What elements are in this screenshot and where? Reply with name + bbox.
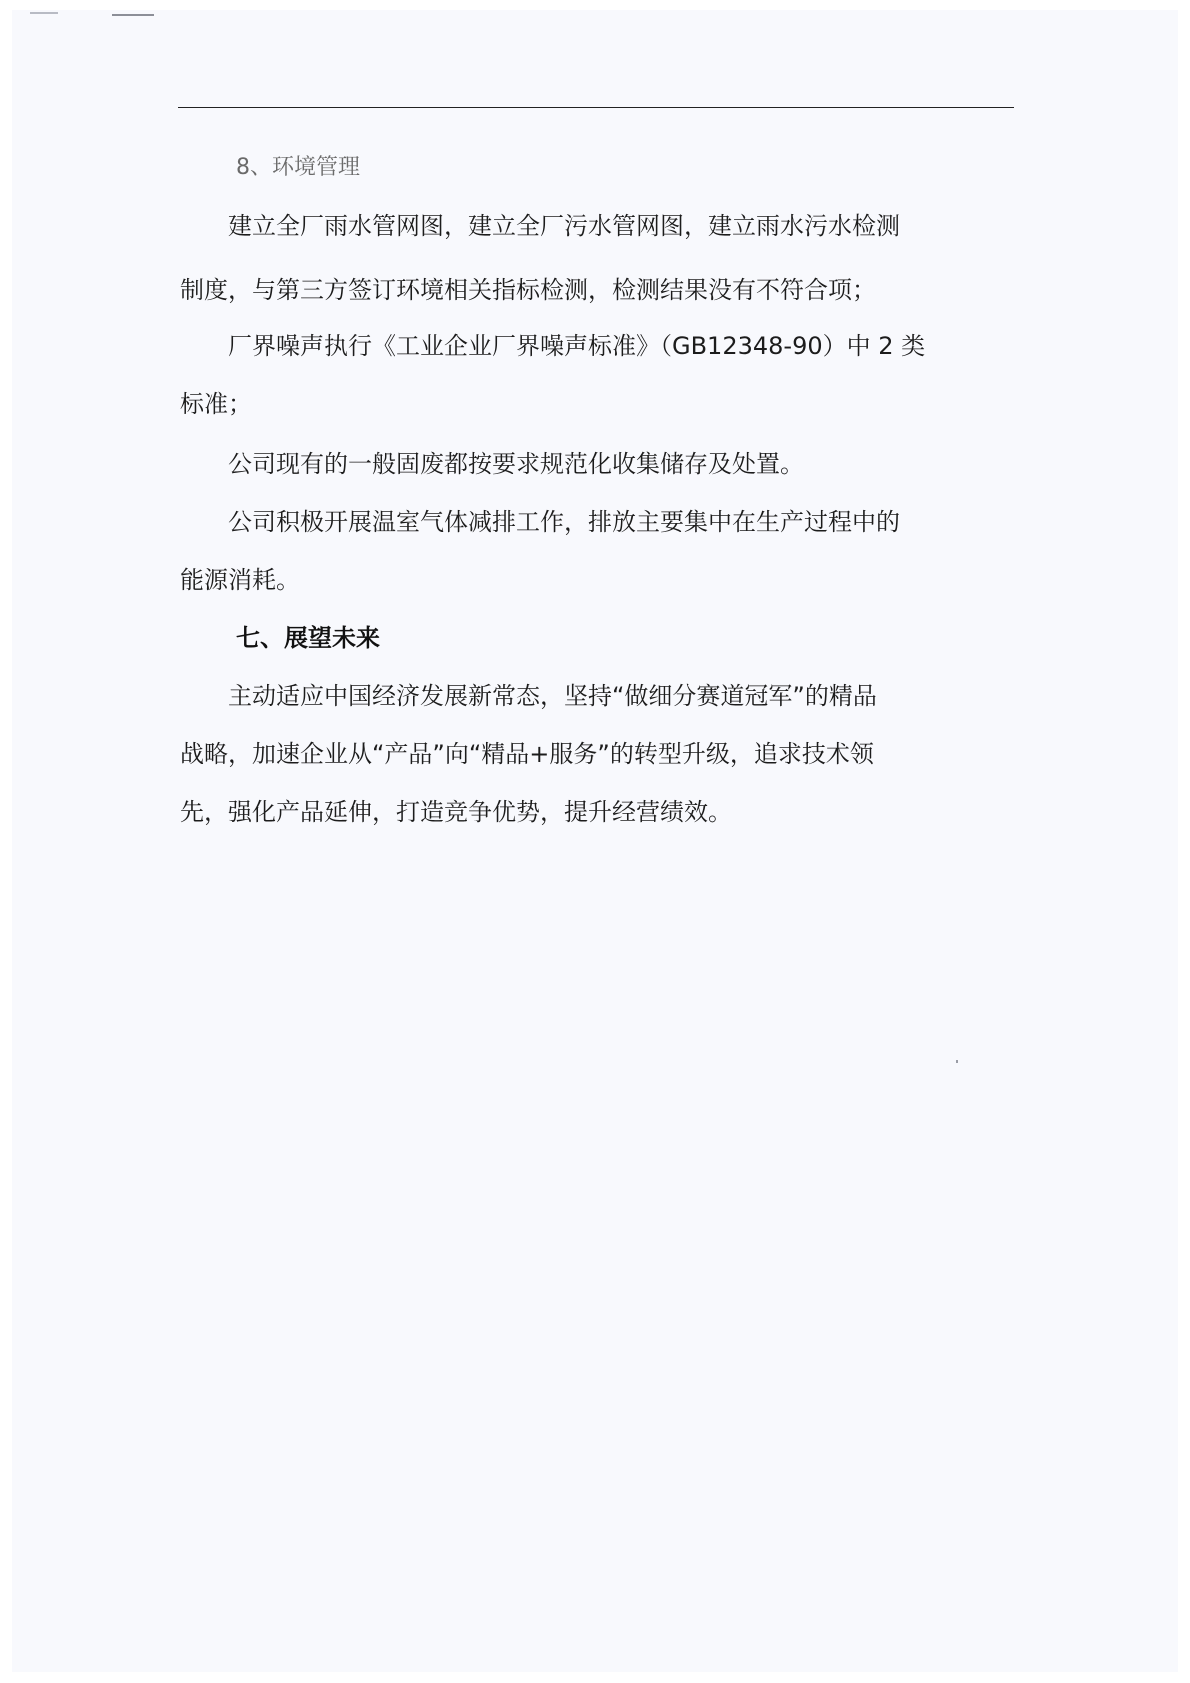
paragraph-line: 先，强化产品延伸，打造竞争优势，提升经营绩效。 — [180, 798, 732, 826]
section-heading-outlook: 七、展望未来 — [236, 624, 380, 652]
paragraph-line: 标准； — [180, 390, 252, 418]
paragraph-line: 公司现有的一般固废都按要求规范化收集储存及处置。 — [180, 450, 804, 478]
paragraph-line: 能源消耗。 — [180, 566, 300, 594]
document-page — [12, 10, 1178, 1672]
paragraph-line: 战略，加速企业从“产品”向“精品+服务”的转型升级，追求技术领 — [180, 740, 874, 768]
scan-artifact — [956, 1060, 958, 1063]
paragraph-line: 公司积极开展温室气体减排工作，排放主要集中在生产过程中的 — [180, 508, 900, 536]
paragraph-line: 建立全厂雨水管网图，建立全厂污水管网图，建立雨水污水检测 — [180, 212, 900, 240]
section-heading-environment: 8、环境管理 — [236, 155, 360, 180]
scan-artifact — [112, 14, 154, 16]
scan-artifact — [30, 12, 58, 14]
paragraph-line: 制度，与第三方签订环境相关指标检测，检测结果没有不符合项； — [180, 276, 876, 304]
header-rule — [178, 107, 1014, 108]
paragraph-line: 厂界噪声执行《工业企业厂界噪声标准》（GB12348-90）中 2 类 — [180, 332, 926, 360]
paragraph-line: 主动适应中国经济发展新常态，坚持“做细分赛道冠军”的精品 — [180, 682, 877, 710]
